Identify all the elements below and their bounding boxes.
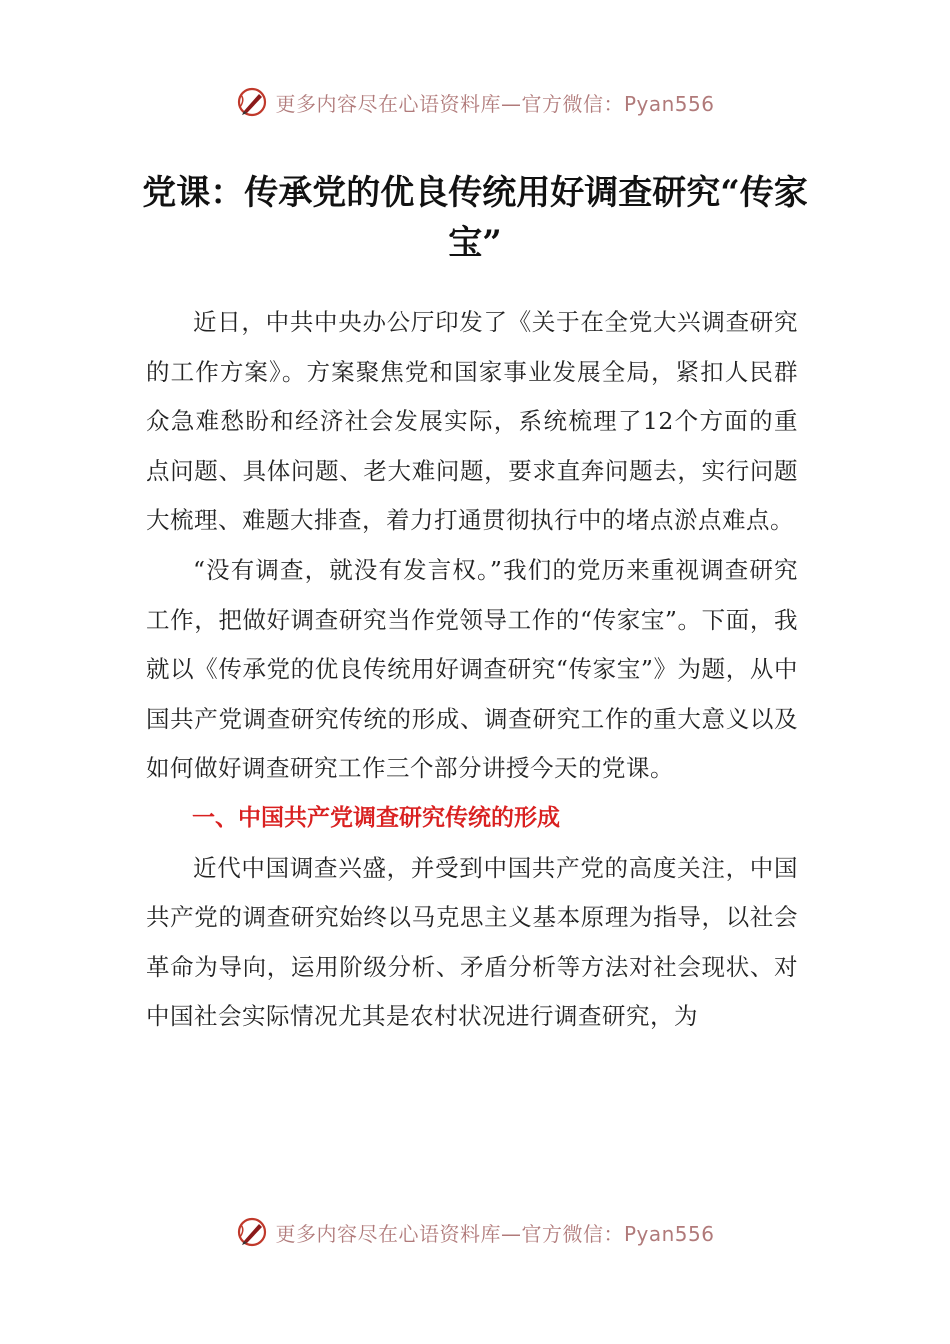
footer-watermark [0, 1212, 950, 1252]
pen-circle-logo-icon [235, 85, 269, 119]
header-watermark [0, 82, 950, 122]
watermark-text: 更多内容尽在心语资料库—官方微信：Pyan556 [275, 91, 715, 116]
watermark-text: 更多内容尽在心语资料库—官方微信：Pyan556 [275, 1221, 715, 1246]
pen-circle-logo-icon [235, 1215, 269, 1249]
section-heading-1: 一、中国共产党调查研究传统的形成 [192, 804, 560, 831]
paragraph-quote: “没有调查，就没有发言权。”我们的党历来重视调查研究工作，把做好调查研究当作党领导工作的“传家宝”。下面，我就以《传承党的优良传统用好调查研究“传家宝”》为题，从中国共产党调查研究传统的形成、调查研究工作的重大意义以及如何做好调查研究工作三个部分讲授今天的党课。 [146, 555, 798, 783]
document-body [146, 298, 798, 1042]
page-title: 党课：传承党的优良传统用好调查研究“传家宝” [142, 173, 808, 263]
paragraph-intro: 近日，中共中央办公厅印发了《关于在全党大兴调查研究的工作方案》。方案聚焦党和国家事业发展全局，紧扣人民群众急难愁盼和经济社会发展实际，系统梳理了12个方面的重点问题、具体问题、老大难问题，要求直奔问题去，实行问题大梳理、难题大排查，着力打通贯彻执行中的堵点淤点难点。 [146, 308, 798, 535]
paragraph-section-1: 近代中国调查兴盛，并受到中国共产党的高度关注，中国共产党的调查研究始终以马克思主义基本原理为指导，以社会革命为导向，运用阶级分析、矛盾分析等方法对社会现状、对中国社会实际情况尤其是农村状况进行调查研究，为 [146, 853, 798, 1031]
